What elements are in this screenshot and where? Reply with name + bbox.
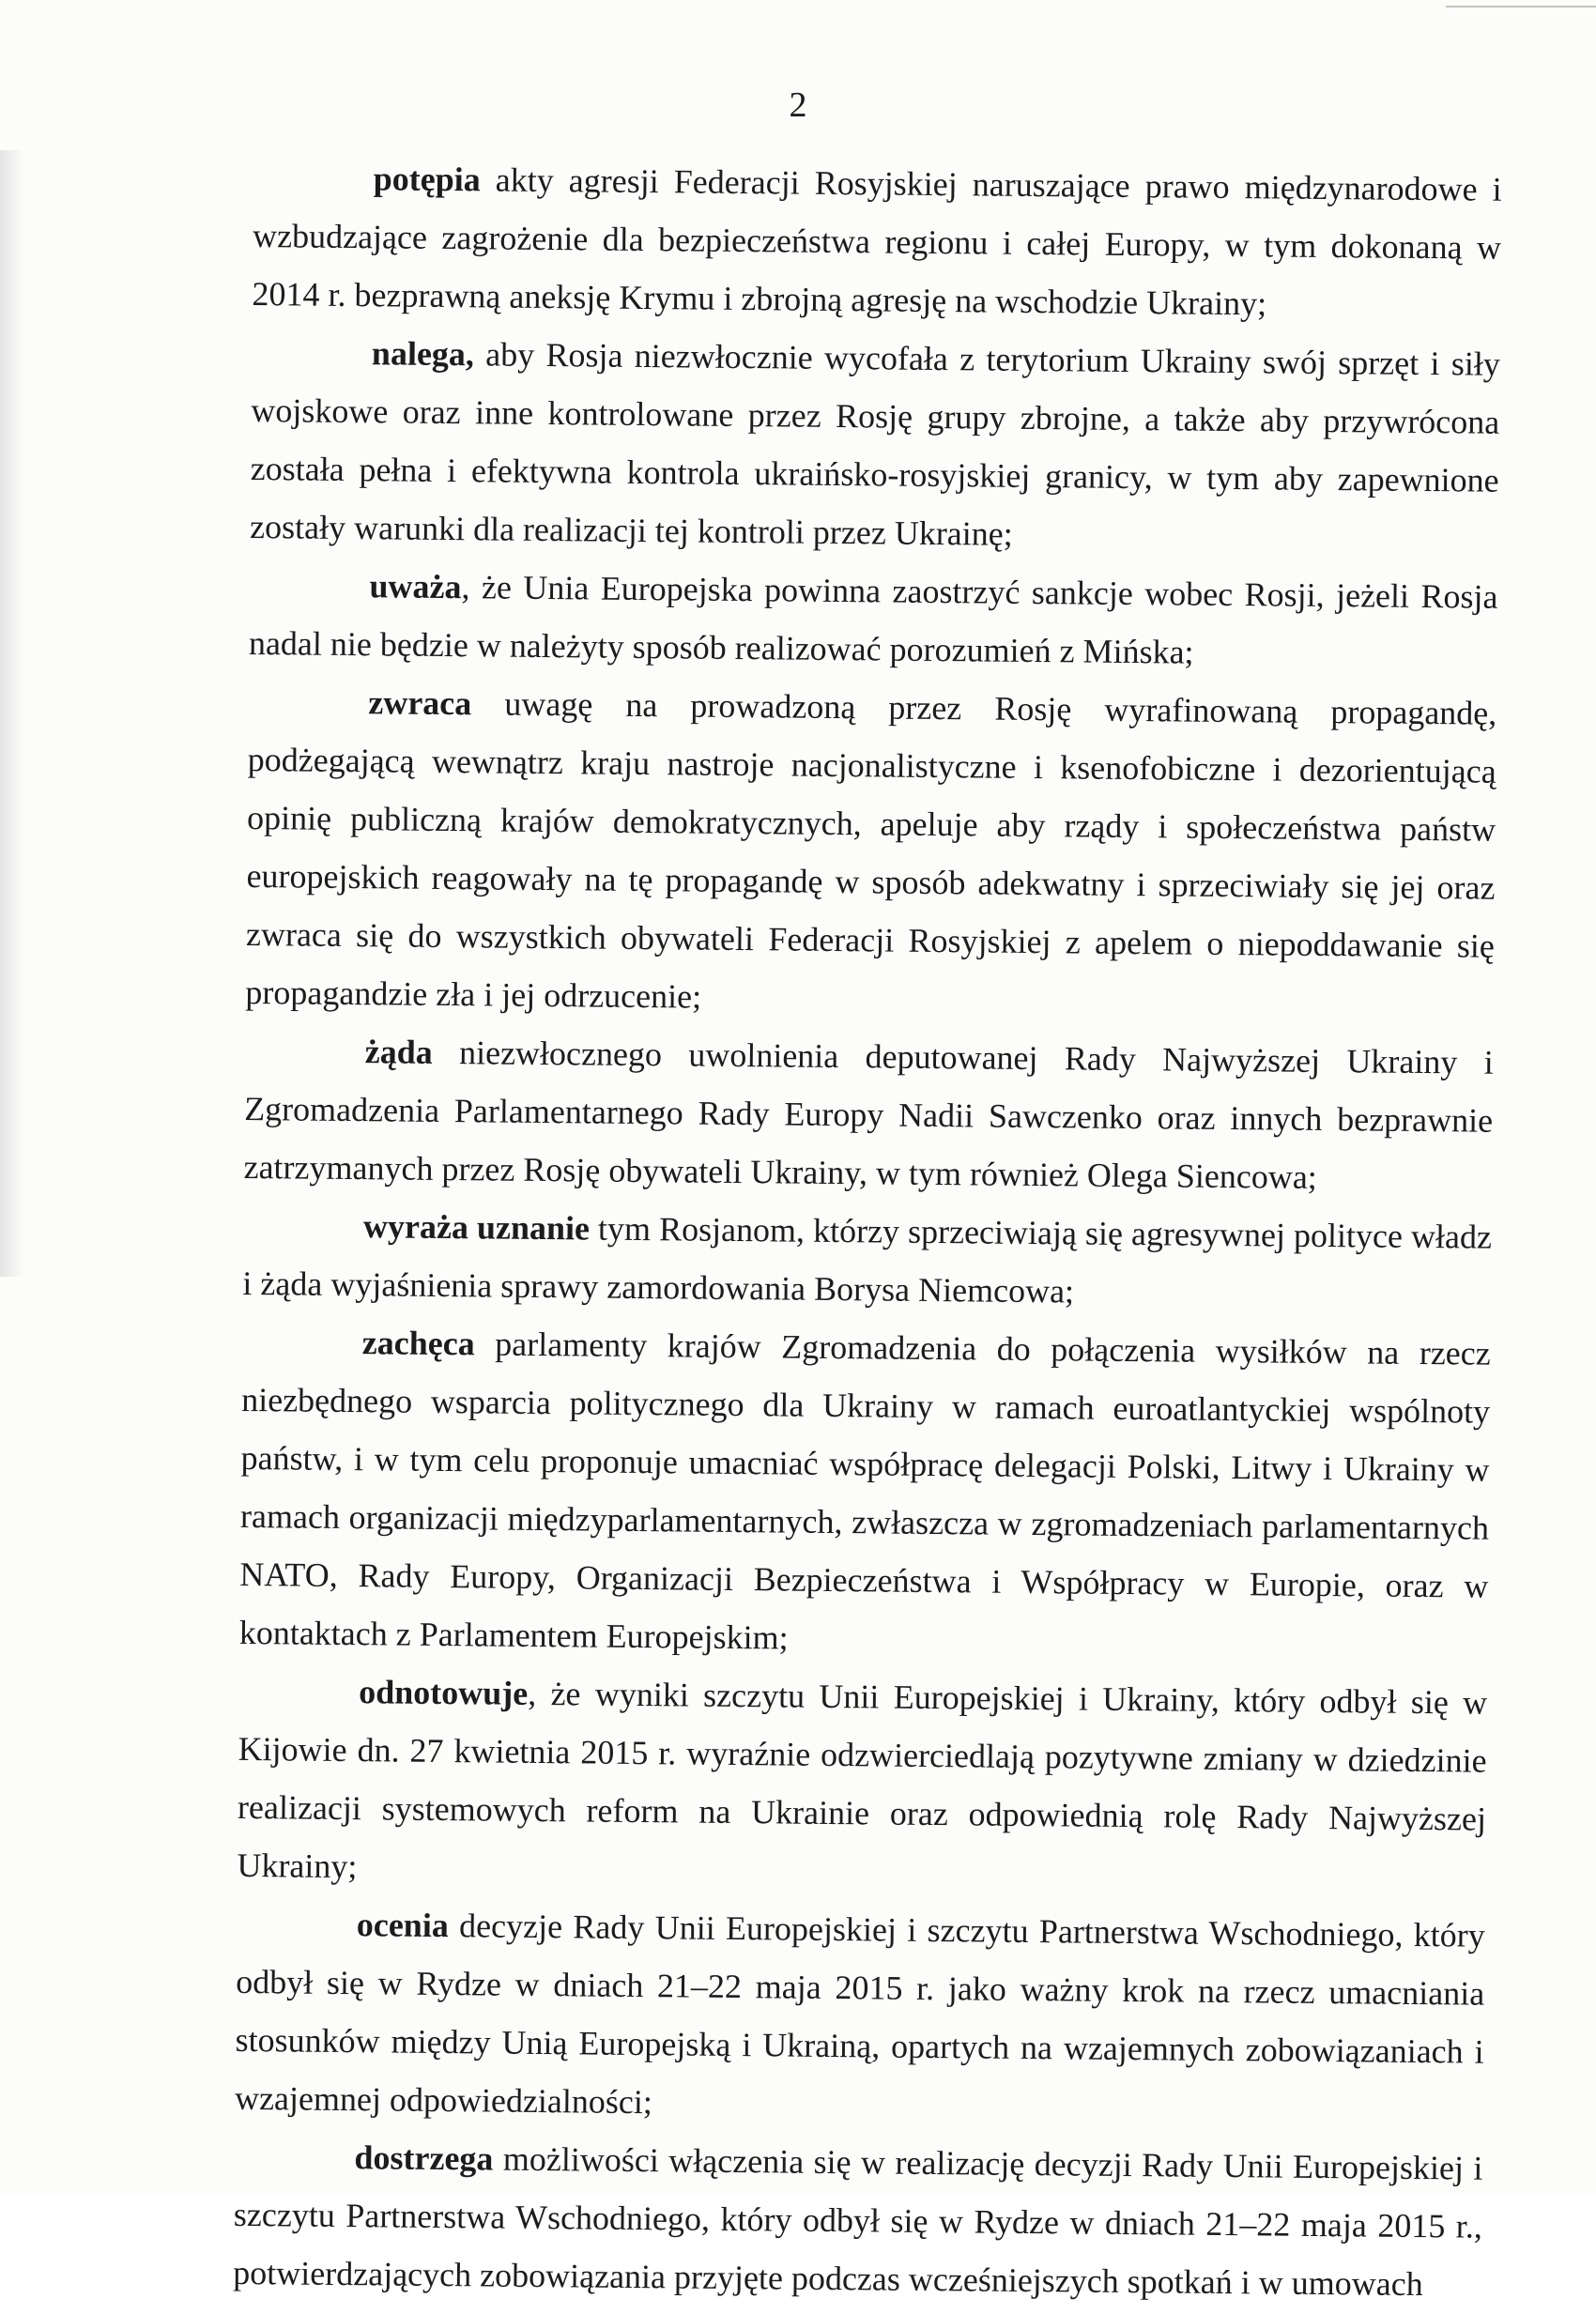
paragraph-keyword: potępia [373, 160, 481, 199]
paragraph-keyword: zachęca [361, 1324, 475, 1363]
paragraph-expresses-recognition [242, 1196, 1492, 1325]
paragraph-keyword: nalega, [371, 334, 475, 374]
paragraph-considers [249, 556, 1498, 684]
paragraph-text: , że Unia Europejska powinna zaostrzyć sankcje wobec Rosji, jeżeli Rosja nadal nie będzie w należyty sposób realizować porozumień z Mińska; [248, 568, 1498, 671]
paragraph-urges [250, 323, 1500, 568]
scan-edge-shadow [0, 150, 24, 1277]
paragraph-keyword: ocenia [356, 1906, 450, 1945]
paragraph-text: akty agresji Federacji Rosyjskiej naruszające prawo międzynarodowe i wzbudzające zagrożenie dla bezpieczeństwa regionu i całej Europy, w tym dokonaną w 2014 r. bezprawną aneksję Krymu i zbrojną agresję na wschodzie Ukrainy; [252, 161, 1502, 323]
paragraph-keyword: odnotowuje [359, 1673, 529, 1712]
paragraph-keyword: wyraża uznanie [362, 1207, 591, 1248]
paragraph-keyword: dostrzega [354, 2138, 494, 2178]
paragraph-text: tym Rosjanom, którzy sprzeciwiają się agresywnej polityce władz i żąda wyjaśnienia sprawy zamordowania Borysa Niemcowa; [242, 1209, 1493, 1310]
page-number: 2 [789, 85, 807, 125]
paragraph-keyword: zwraca [368, 683, 472, 723]
paragraph-condemns [252, 148, 1502, 335]
paragraph-text: parlamenty krajów Zgromadzenia do połączenia wysiłków na rzecz niezbędnego wsparcia politycznego dla Ukrainy w ramach euroatlantyckiej wspólnoty państw, i w tym celu proponuje umacniać współpracę delegacji Polski, Litwy i Ukrainy w ramach organizacji międzyparlamentarnych, zwłaszcza w zgromadzeniach parlamentarnych NATO, Rady Europy, Organizacji Bezpieczeństwa i Współpracy w Europie, oraz w kontaktach z Parlamentem Europejskim; [238, 1325, 1491, 1657]
paragraph-notes [237, 1662, 1487, 1907]
resolution-body [233, 148, 1502, 2314]
paragraph-keyword: uważa [369, 567, 462, 606]
paragraph-draws-attention [245, 672, 1497, 1034]
paragraph-text: aby Rosja niezwłocznie wycofała z terytorium Ukrainy swój sprzęt i siły wojskowe oraz inne kontrolowane przez Rosję grupy zbrojne, a także aby przywrócona została pełna i efektywna kontrola ukraińsko-rosyjskiej granicy, w tym aby zapewnione zostały warunki dla realizacji tej kontroli przez Ukrainę; [249, 335, 1501, 553]
paragraph-assesses [235, 1894, 1485, 2139]
paragraph-text: uwagę na prowadzoną przez Rosję wyrafinowaną propagandę, podżegającą wewnątrz kraju nastroje nacjonalistyczne i ksenofobiczne i dezorientującą opinię publiczną krajów demokratycznych, apeluje aby rządy i społeczeństwa państw europejskich reagowały na tę propagandę w sposób adekwatny i sprzeciwiały się jej oraz zwraca się do wszystkich obywateli Federacji Rosyjskiej z apelem o niepoddawanie się propagandzie zła i jej odrzucenie; [245, 684, 1497, 1016]
paragraph-demands [243, 1021, 1494, 1208]
paragraph-text: decyzje Rady Unii Europejskiej i szczytu Partnerstwa Wschodniego, który odbył się w Rydze w dniach 21–22 maja 2015 r. jako ważny krok na rzecz umacniania stosunków między Unią Europejską i Ukrainą, opartych na wzajemnych zobowiązaniach i wzajemnej odpowiedzialności; [234, 1907, 1485, 2122]
paragraph-text: możliwości włączenia się w realizację decyzji Rady Unii Europejskiej i szczytu Partnerstwa Wschodniego, który odbył się w Rydze w dniach 21–22 maja 2015 r., potwierdzających zobowiązania przyjęte podczas wcześniejszych spotkań i w umowach [233, 2139, 1483, 2304]
scan-edge-line [1446, 6, 1596, 8]
paragraph-text: , że wyniki szczytu Unii Europejskiej i Ukrainy, który odbył się w Kijowie dn. 27 kwietnia 2015 r. wyraźnie odzwierciedlają pozytywne zmiany w dziedzinie realizacji systemowych reform na Ukrainie oraz odpowiednią rolę Rady Najwyższej Ukrainy; [237, 1674, 1488, 1886]
paragraph-perceives [233, 2127, 1483, 2314]
paragraph-text: niezwłocznego uwolnienia deputowanej Rady Najwyższej Ukrainy i Zgromadzenia Parlamentarnego Rady Europy Nadii Sawczenko oraz innych bezprawnie zatrzymanych przez Rosję obywateli Ukrainy, w tym również Olega Siencowa; [243, 1033, 1494, 1196]
paragraph-encourages [239, 1312, 1492, 1674]
paragraph-keyword: żąda [364, 1033, 433, 1071]
